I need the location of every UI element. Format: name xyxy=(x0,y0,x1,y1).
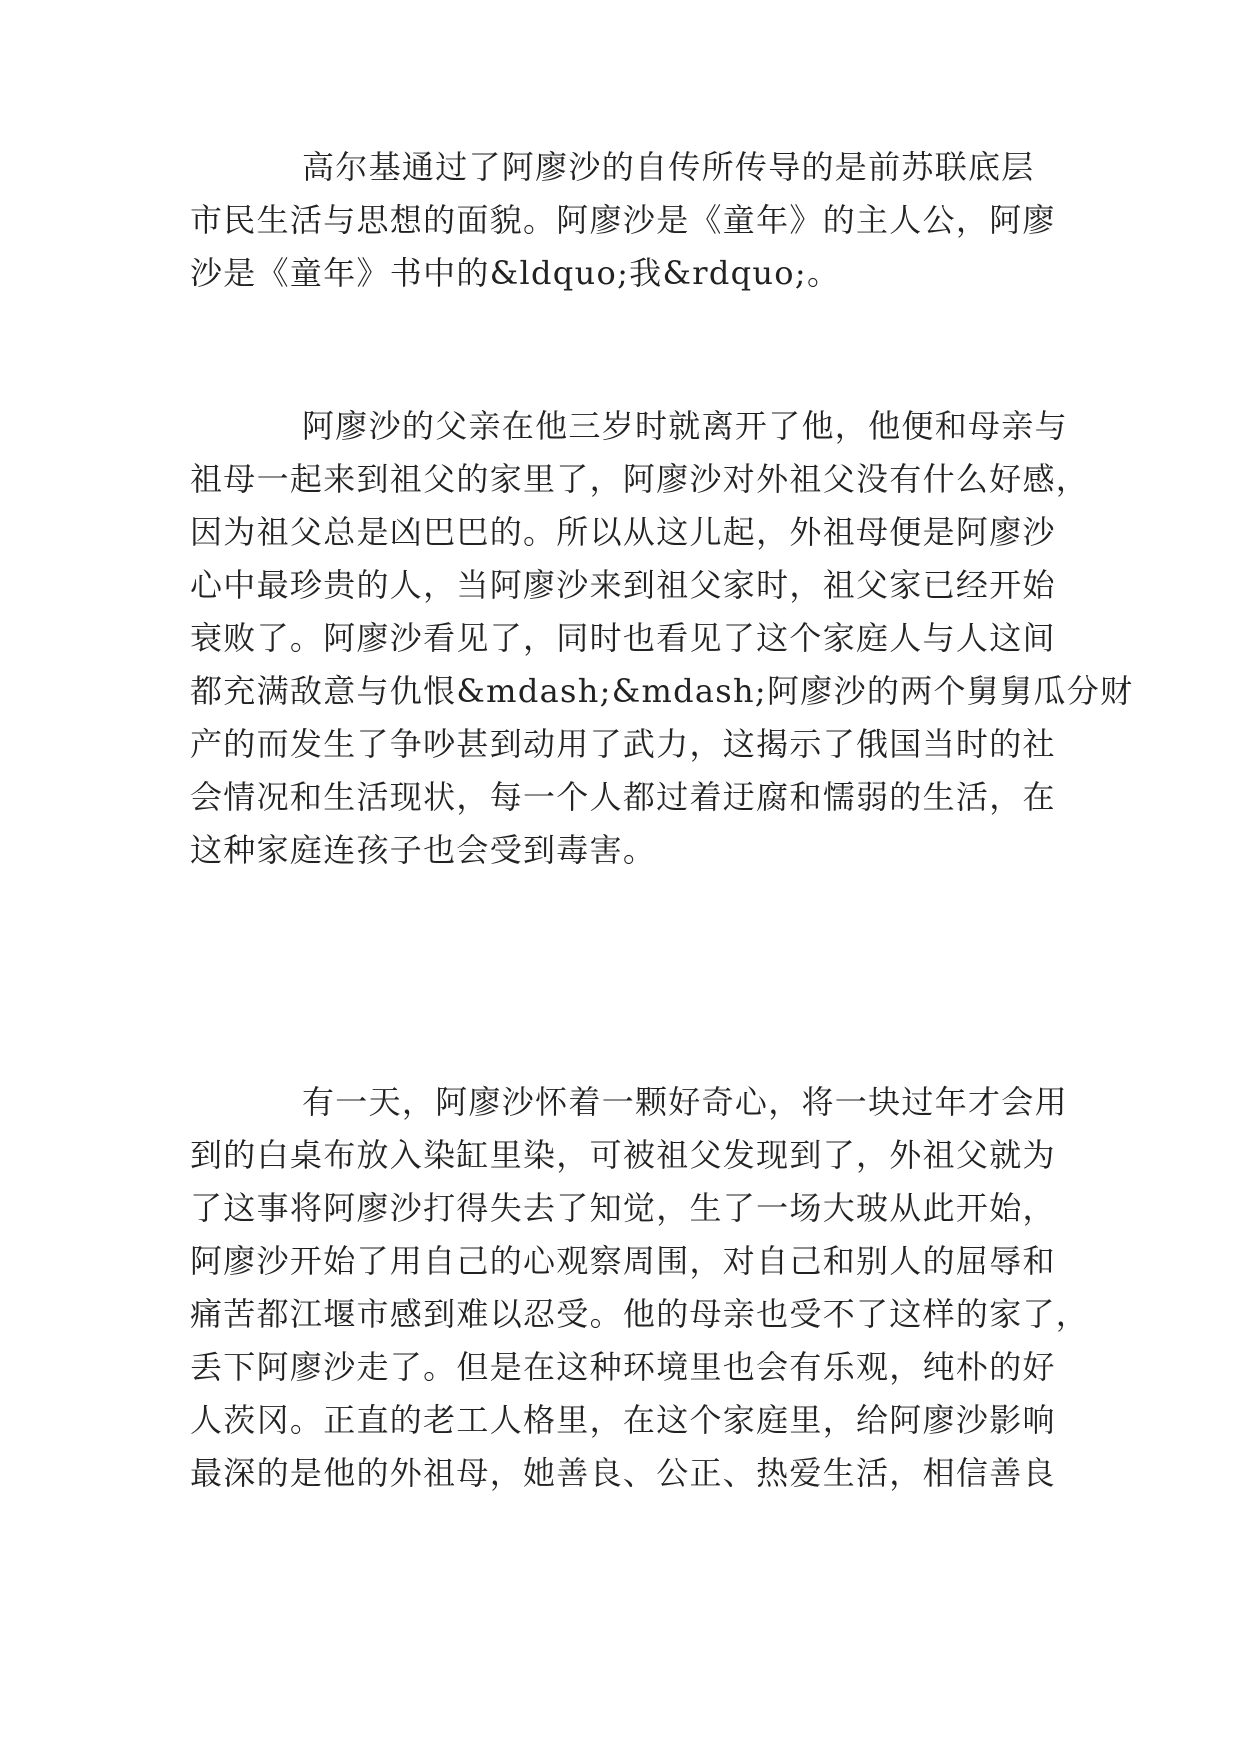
paragraph-line: 沙是《童年》书中的&ldquo;我&rdquo;。 xyxy=(190,254,841,292)
paragraph-line: 市民生活与思想的面貌。阿廖沙是《童年》的主人公，阿廖 xyxy=(190,201,1056,239)
paragraph-line: 产的而发生了争吵甚到动用了武力，这揭示了俄国当时的社 xyxy=(190,725,1056,763)
paragraph-line: 最深的是他的外祖母，她善良、公正、热爱生活，相信善良 xyxy=(190,1454,1056,1492)
paragraph-line: 祖母一起来到祖父的家里了，阿廖沙对外祖父没有什么好感， xyxy=(190,460,1090,498)
paragraph-line: 衰败了。阿廖沙看见了，同时也看见了这个家庭人与人这间 xyxy=(190,619,1056,657)
paragraph-line: 有一天，阿廖沙怀着一颗好奇心，将一块过年才会用 xyxy=(302,1083,1068,1121)
paragraph-line: 高尔基通过了阿廖沙的自传所传导的是前苏联底层 xyxy=(302,148,1035,186)
paragraph-line: 会情况和生活现状，每一个人都过着迂腐和懦弱的生活，在 xyxy=(190,778,1056,816)
paragraph-line: 心中最珍贵的人，当阿廖沙来到祖父家时，祖父家已经开始 xyxy=(190,566,1056,604)
paragraph-line: 这种家庭连孩子也会受到毒害。 xyxy=(190,831,657,869)
paragraph-line: 到的白桌布放入染缸里染，可被祖父发现到了，外祖父就为 xyxy=(190,1136,1056,1174)
paragraph-line: 痛苦都江堰市感到难以忍受。他的母亲也受不了这样的家了， xyxy=(190,1295,1090,1333)
paragraph-line: 都充满敌意与仇恨&mdash;&mdash;阿廖沙的两个舅舅瓜分财 xyxy=(190,672,1134,710)
paragraph-line: 人茨冈。正直的老工人格里，在这个家庭里，给阿廖沙影响 xyxy=(190,1401,1056,1439)
paragraph-line: 因为祖父总是凶巴巴的。所以从这儿起，外祖母便是阿廖沙 xyxy=(190,513,1056,551)
paragraph-line: 丢下阿廖沙走了。但是在这种环境里也会有乐观，纯朴的好 xyxy=(190,1348,1056,1386)
paragraph-line: 了这事将阿廖沙打得失去了知觉，生了一场大玻从此开始， xyxy=(190,1189,1056,1227)
paragraph-line: 阿廖沙开始了用自己的心观察周围，对自己和别人的屈辱和 xyxy=(190,1242,1056,1280)
paragraph-line: 阿廖沙的父亲在他三岁时就离开了他，他便和母亲与 xyxy=(302,407,1068,445)
